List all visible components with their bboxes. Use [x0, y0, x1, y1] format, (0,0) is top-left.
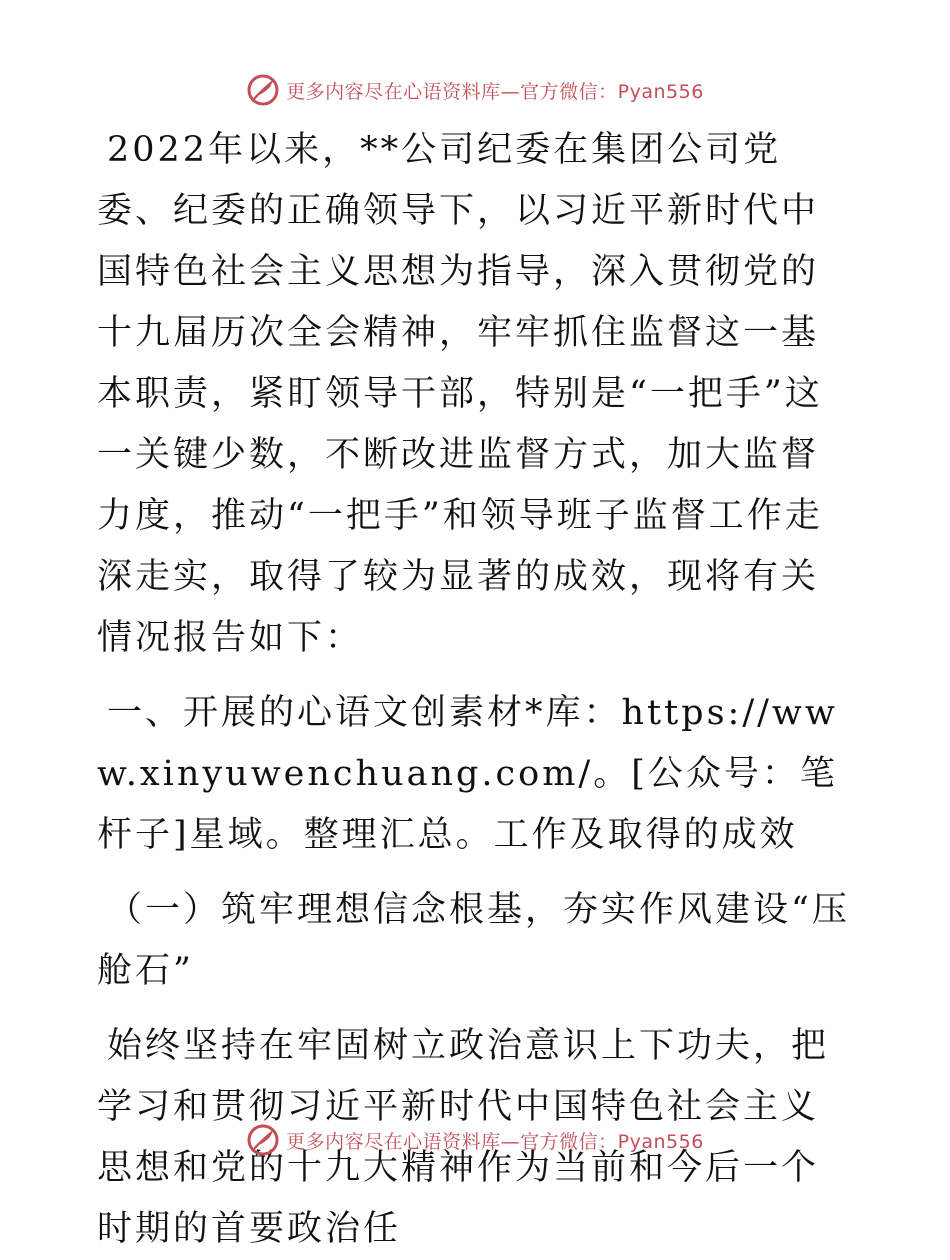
subsection-heading-1: （一）筑牢理想信念根基，夯实作风建设“压舱石”: [97, 890, 850, 991]
paragraph-body: 始终坚持在牢固树立政治意识上下功夫，把学习和贯彻习近平新时代中国特色社会主义思想和党的十九大精神作为当前和今后一个时期的首要政治任: [97, 1026, 830, 1249]
quill-emblem-icon: [246, 1123, 280, 1157]
header-watermark: [0, 70, 950, 110]
watermark-text: 更多内容尽在心语资料库—官方微信：Pyan556: [286, 80, 704, 103]
paragraph-intro: 2022年以来，**公司纪委在集团公司党委、纪委的正确领导下，以习近平新时代中国特色社会主义思想为指导，深入贯彻党的十九届历次全会精神，牢牢抓住监督这一基本职责，紧盯领导干部，特别是“一把手”这一关键少数，不断改进监督方式，加大监督力度，推动“一把手”和领导班子监督工作走深走实，取得了较为显著的成效，现将有关情况报告如下：: [97, 130, 823, 658]
footer-watermark: [0, 1120, 950, 1160]
section-heading-1: 一、开展的心语文创素材*库：https://www.xinyuwenchuang.com/。[公众号：笔杆子]星域。整理汇总。工作及取得的成效: [97, 693, 838, 855]
watermark-text: 更多内容尽在心语资料库—官方微信：Pyan556: [286, 1130, 704, 1153]
document-body: [97, 120, 853, 1260]
quill-emblem-icon: [246, 73, 280, 107]
